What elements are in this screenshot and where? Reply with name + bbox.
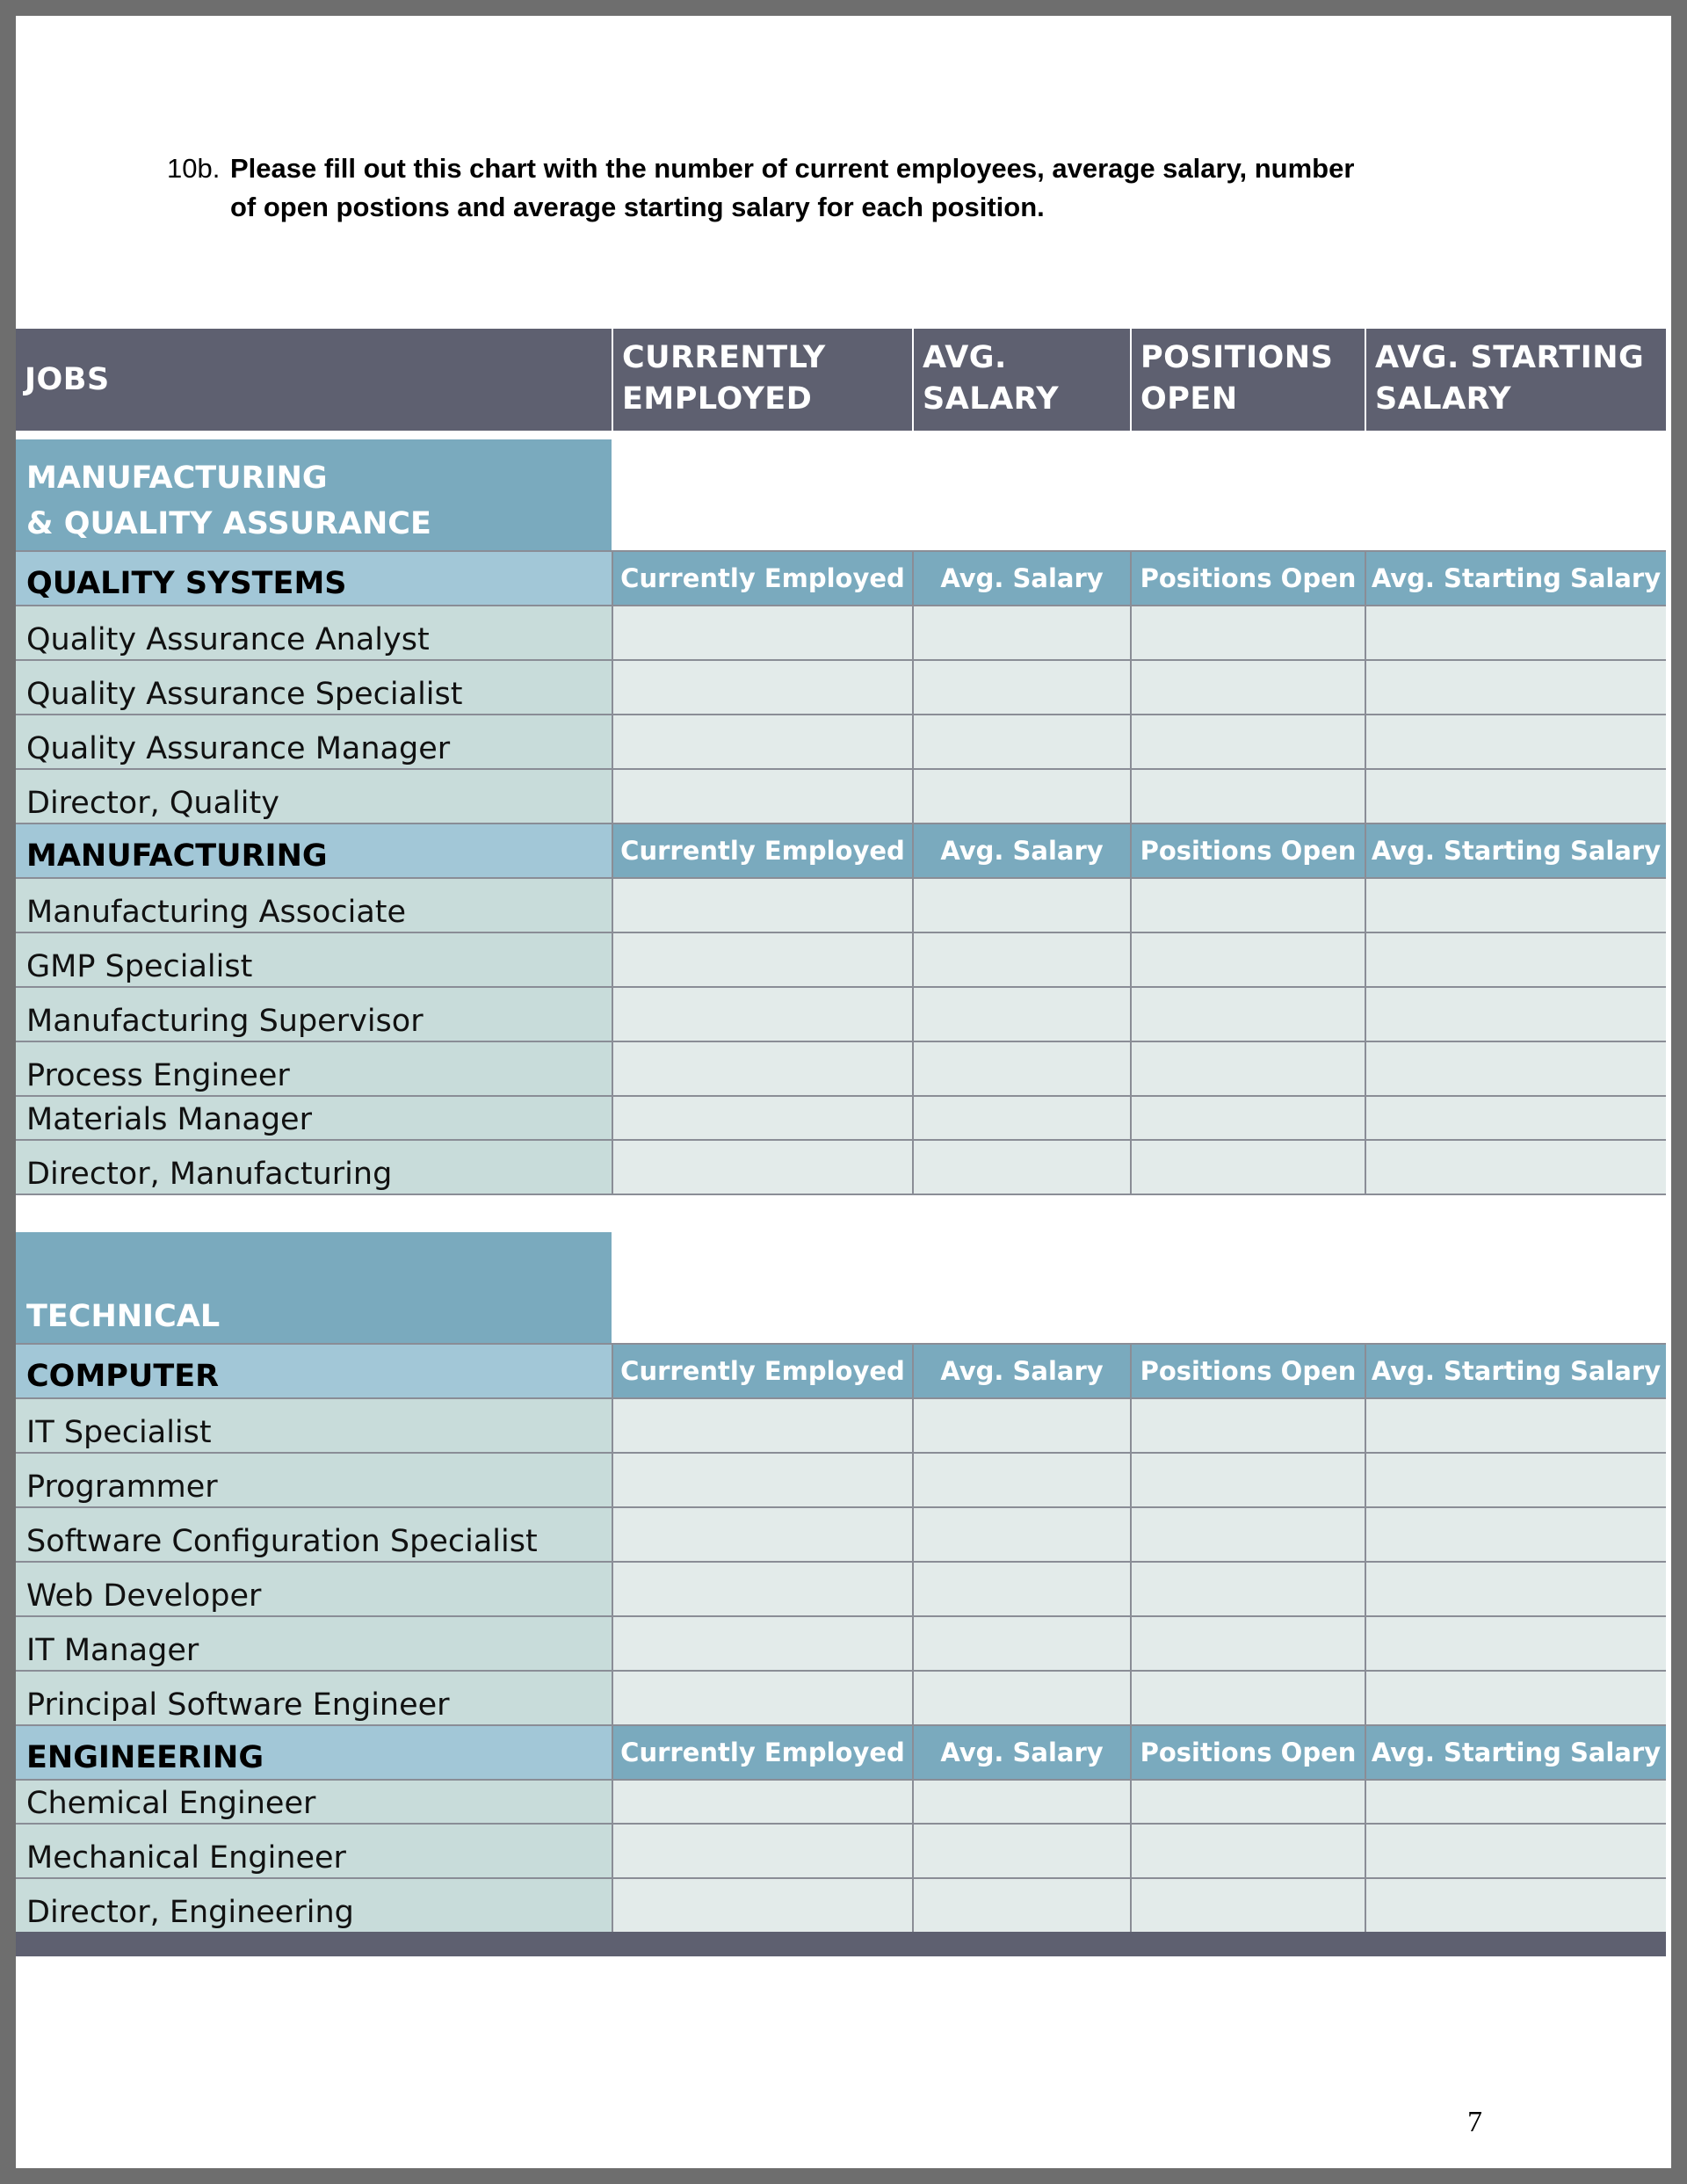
- avg-salary-field[interactable]: [912, 1508, 1130, 1561]
- table-row: [16, 1615, 1666, 1670]
- positions-open-field[interactable]: [1130, 1097, 1365, 1139]
- job-title: Chemical Engineer: [16, 1781, 612, 1823]
- positions-open-field[interactable]: [1130, 1141, 1365, 1194]
- currently-employed-field[interactable]: [612, 988, 912, 1041]
- avg-starting-salary-field[interactable]: [1365, 1781, 1666, 1823]
- currently-employed-field[interactable]: [612, 1672, 912, 1724]
- avg-salary-field[interactable]: [912, 1399, 1130, 1452]
- avg-starting-salary-field[interactable]: [1365, 879, 1666, 932]
- question-number: 10b.: [167, 153, 221, 184]
- positions-open-field[interactable]: [1130, 770, 1365, 823]
- page: [16, 16, 1671, 2168]
- col-label-avg-salary: Avg. Salary: [912, 1345, 1130, 1397]
- avg-starting-salary-field[interactable]: [1365, 1399, 1666, 1452]
- table-row: [16, 1506, 1666, 1561]
- currently-employed-field[interactable]: [612, 1879, 912, 1932]
- avg-starting-salary-field[interactable]: [1365, 1454, 1666, 1506]
- job-title: Manufacturing Associate: [16, 879, 612, 932]
- section-title-line2: TECHNICAL: [26, 1299, 221, 1334]
- avg-salary-field[interactable]: [912, 1097, 1130, 1139]
- currently-employed-field[interactable]: [612, 1825, 912, 1877]
- avg-starting-salary-field[interactable]: [1365, 1042, 1666, 1095]
- avg-starting-salary-field[interactable]: [1365, 933, 1666, 986]
- avg-starting-salary-field[interactable]: [1365, 1672, 1666, 1724]
- avg-starting-salary-field[interactable]: [1365, 1141, 1666, 1194]
- col-label-currently-employed: Currently Employed: [612, 824, 912, 877]
- header-currently-employed: CURRENTLY EMPLOYED: [612, 329, 912, 431]
- positions-open-field[interactable]: [1130, 606, 1365, 659]
- positions-open-field[interactable]: [1130, 933, 1365, 986]
- table-row: [16, 714, 1666, 768]
- avg-salary-field[interactable]: [912, 1672, 1130, 1724]
- col-label-positions-open: Positions Open: [1130, 1345, 1365, 1397]
- table-row: [16, 1452, 1666, 1506]
- currently-employed-field[interactable]: [612, 661, 912, 714]
- avg-salary-field[interactable]: [912, 988, 1130, 1041]
- job-title: Quality Assurance Manager: [16, 715, 612, 768]
- jobs-table: [16, 329, 1666, 1956]
- currently-employed-field[interactable]: [612, 879, 912, 932]
- table-row: [16, 659, 1666, 714]
- table-row: [16, 1041, 1666, 1095]
- job-title: Director, Engineering: [16, 1879, 612, 1932]
- positions-open-field[interactable]: [1130, 1617, 1365, 1670]
- table-row: [16, 1139, 1666, 1195]
- col-label-avg-starting-salary: Avg. Starting Salary: [1365, 1345, 1666, 1397]
- group-name: MANUFACTURING: [16, 824, 612, 877]
- col-label-avg-starting-salary: Avg. Starting Salary: [1365, 552, 1666, 605]
- job-title: Programmer: [16, 1454, 612, 1506]
- section-title-line2: & QUALITY ASSURANCE: [26, 506, 431, 541]
- table-row: [16, 1823, 1666, 1877]
- avg-starting-salary-field[interactable]: [1365, 988, 1666, 1041]
- avg-salary-field[interactable]: [912, 1781, 1130, 1823]
- currently-employed-field[interactable]: [612, 1141, 912, 1194]
- currently-employed-field[interactable]: [612, 1563, 912, 1615]
- col-label-positions-open: Positions Open: [1130, 824, 1365, 877]
- avg-starting-salary-field[interactable]: [1365, 1508, 1666, 1561]
- positions-open-field[interactable]: [1130, 1879, 1365, 1932]
- group-header-row: [16, 1724, 1666, 1779]
- job-title: Mechanical Engineer: [16, 1825, 612, 1877]
- currently-employed-field[interactable]: [612, 1617, 912, 1670]
- currently-employed-field[interactable]: [612, 715, 912, 768]
- currently-employed-field[interactable]: [612, 933, 912, 986]
- currently-employed-field[interactable]: [612, 770, 912, 823]
- col-label-avg-starting-salary: Avg. Starting Salary: [1365, 824, 1666, 877]
- job-title: Web Developer: [16, 1563, 612, 1615]
- avg-salary-field[interactable]: [912, 1825, 1130, 1877]
- avg-starting-salary-field[interactable]: [1365, 1879, 1666, 1932]
- avg-salary-field[interactable]: [912, 1617, 1130, 1670]
- header-jobs: JOBS: [25, 361, 110, 397]
- table-row: [16, 1095, 1666, 1139]
- avg-salary-field[interactable]: [912, 933, 1130, 986]
- avg-salary-field[interactable]: [912, 606, 1130, 659]
- header-positions-open: POSITIONS OPEN: [1130, 329, 1365, 431]
- section-title-row: [16, 1232, 1666, 1343]
- col-label-avg-salary: Avg. Salary: [912, 552, 1130, 605]
- job-title: Principal Software Engineer: [16, 1672, 612, 1724]
- avg-salary-field[interactable]: [912, 1563, 1130, 1615]
- positions-open-field[interactable]: [1130, 1042, 1365, 1095]
- table-row: [16, 1670, 1666, 1724]
- avg-salary-field[interactable]: [912, 661, 1130, 714]
- avg-starting-salary-field[interactable]: [1365, 661, 1666, 714]
- avg-salary-field[interactable]: [912, 715, 1130, 768]
- section-title-row: [16, 439, 1666, 550]
- table-row: [16, 1561, 1666, 1615]
- table-row: [16, 605, 1666, 659]
- table-row: [16, 1877, 1666, 1932]
- job-title: Quality Assurance Analyst: [16, 606, 612, 659]
- avg-salary-field[interactable]: [912, 879, 1130, 932]
- positions-open-field[interactable]: [1130, 1454, 1365, 1506]
- currently-employed-field[interactable]: [612, 606, 912, 659]
- section-title: [16, 439, 612, 550]
- table-header: [16, 329, 1666, 431]
- avg-starting-salary-field[interactable]: [1365, 715, 1666, 768]
- job-title: Software Configuration Specialist: [16, 1508, 612, 1561]
- col-label-currently-employed: Currently Employed: [612, 1726, 912, 1779]
- job-title: GMP Specialist: [16, 933, 612, 986]
- table-row: [16, 1397, 1666, 1452]
- col-label-positions-open: Positions Open: [1130, 1726, 1365, 1779]
- col-label-avg-salary: Avg. Salary: [912, 1726, 1130, 1779]
- col-label-avg-salary: Avg. Salary: [912, 824, 1130, 877]
- avg-salary-field[interactable]: [912, 1141, 1130, 1194]
- header-avg-starting-salary: AVG. STARTING SALARY: [1365, 329, 1666, 431]
- group-name: COMPUTER: [16, 1345, 612, 1397]
- avg-salary-field[interactable]: [912, 1454, 1130, 1506]
- table-footer-bar: [16, 1932, 1666, 1956]
- avg-starting-salary-field[interactable]: [1365, 1617, 1666, 1670]
- currently-employed-field[interactable]: [612, 1454, 912, 1506]
- positions-open-field[interactable]: [1130, 1399, 1365, 1452]
- avg-starting-salary-field[interactable]: [1365, 1825, 1666, 1877]
- table-row: [16, 1779, 1666, 1823]
- group-header-row: [16, 1343, 1666, 1397]
- table-row: [16, 877, 1666, 932]
- section-title: [16, 1232, 612, 1343]
- group-header-row: [16, 823, 1666, 877]
- table-row: [16, 768, 1666, 823]
- currently-employed-field[interactable]: [612, 1097, 912, 1139]
- job-title: Materials Manager: [16, 1097, 612, 1139]
- group-name: ENGINEERING: [16, 1726, 612, 1779]
- positions-open-field[interactable]: [1130, 1825, 1365, 1877]
- positions-open-field[interactable]: [1130, 661, 1365, 714]
- avg-starting-salary-field[interactable]: [1365, 606, 1666, 659]
- positions-open-field[interactable]: [1130, 879, 1365, 932]
- currently-employed-field[interactable]: [612, 1508, 912, 1561]
- positions-open-field[interactable]: [1130, 1672, 1365, 1724]
- col-label-currently-employed: Currently Employed: [612, 552, 912, 605]
- job-title: IT Specialist: [16, 1399, 612, 1452]
- avg-salary-field[interactable]: [912, 770, 1130, 823]
- positions-open-field[interactable]: [1130, 1781, 1365, 1823]
- job-title: Quality Assurance Specialist: [16, 661, 612, 714]
- section-title-line1: MANUFACTURING: [26, 461, 328, 496]
- col-label-currently-employed: Currently Employed: [612, 1345, 912, 1397]
- question-text: Please fill out this chart with the number of current employees, average salary, number of open postions and average starting salary for each position.: [230, 153, 1355, 222]
- avg-starting-salary-field[interactable]: [1365, 1563, 1666, 1615]
- currently-employed-field[interactable]: [612, 1781, 912, 1823]
- positions-open-field[interactable]: [1130, 1508, 1365, 1561]
- avg-starting-salary-field[interactable]: [1365, 1097, 1666, 1139]
- page-number: 7: [1467, 2106, 1482, 2138]
- positions-open-field[interactable]: [1130, 715, 1365, 768]
- currently-employed-field[interactable]: [612, 1399, 912, 1452]
- currently-employed-field[interactable]: [612, 1042, 912, 1095]
- col-label-positions-open: Positions Open: [1130, 552, 1365, 605]
- positions-open-field[interactable]: [1130, 1563, 1365, 1615]
- header-avg-salary: AVG. SALARY: [912, 329, 1130, 431]
- avg-salary-field[interactable]: [912, 1879, 1130, 1932]
- job-title: Director, Manufacturing: [16, 1141, 612, 1194]
- positions-open-field[interactable]: [1130, 988, 1365, 1041]
- group-name: QUALITY SYSTEMS: [16, 552, 612, 605]
- table-row: [16, 932, 1666, 986]
- job-title: Director, Quality: [16, 770, 612, 823]
- avg-salary-field[interactable]: [912, 1042, 1130, 1095]
- job-title: IT Manager: [16, 1617, 612, 1670]
- job-title: Manufacturing Supervisor: [16, 988, 612, 1041]
- job-title: Process Engineer: [16, 1042, 612, 1095]
- avg-starting-salary-field[interactable]: [1365, 770, 1666, 823]
- group-header-row: [16, 550, 1666, 605]
- col-label-avg-starting-salary: Avg. Starting Salary: [1365, 1726, 1666, 1779]
- table-row: [16, 986, 1666, 1041]
